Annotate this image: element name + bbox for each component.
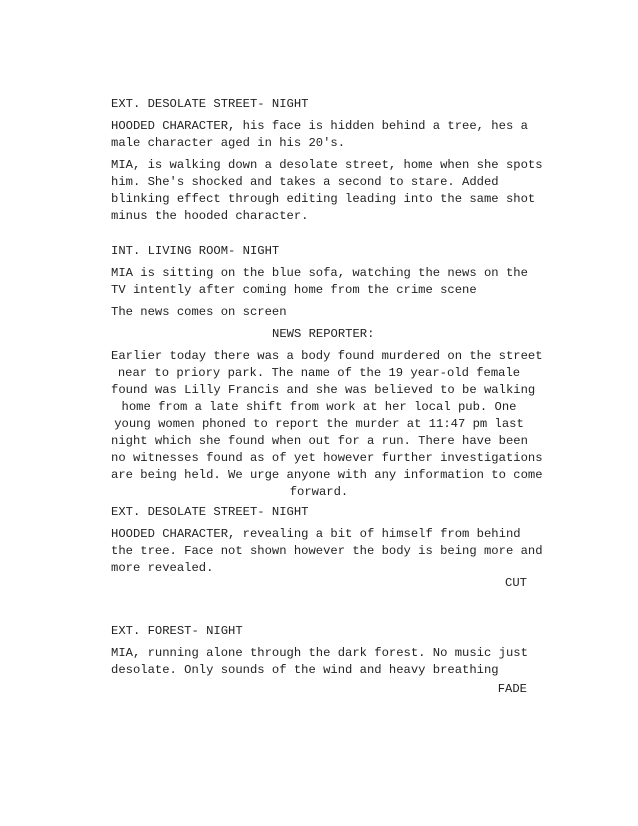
dialogue-line: found was Lilly Francis and she was believed to be walking [111, 383, 536, 397]
action-line: more revealed. [111, 561, 214, 575]
action-line: blinking effect through editing leading into the same shot [111, 192, 536, 206]
dialogue-line: near to priory park. The name of the 19 year-old female [117, 366, 521, 380]
action-line: TV intently after coming home from the crime scene [111, 283, 477, 297]
dialogue-line: night which she found when out for a run. There have been [111, 434, 528, 448]
dialogue-line: home from a late shift from work at her local pub. One [121, 400, 517, 414]
transition: FADE [497, 682, 527, 696]
transition: CUT [505, 576, 527, 590]
action-line: desolate. Only sounds of the wind and heavy breathing [111, 663, 499, 677]
scene-heading: EXT. FOREST- NIGHT [111, 624, 243, 638]
action-line: The news comes on screen [111, 305, 287, 319]
scene-heading: EXT. DESOLATE STREET- NIGHT [111, 97, 309, 111]
action-line: him. She's shocked and takes a second to stare. Added [111, 175, 499, 189]
dialogue-line: no witnesses found as of yet however further investigations [111, 451, 543, 465]
dialogue-line: Earlier today there was a body found murdered on the street [111, 349, 543, 363]
action-line: HOODED CHARACTER, his face is hidden behind a tree, hes a [111, 119, 528, 133]
action-line: MIA, running alone through the dark forest. No music just [111, 646, 528, 660]
action-line: HOODED CHARACTER, revealing a bit of himself from behind [111, 527, 521, 541]
dialogue-line: are being held. We urge anyone with any information to come [111, 468, 543, 482]
action-line: minus the hooded character. [111, 209, 309, 223]
dialogue-line: forward. [289, 485, 349, 499]
action-line: MIA is sitting on the blue sofa, watching the news on the [111, 266, 528, 280]
action-line: male character aged in his 20's. [111, 136, 346, 150]
character-name: NEWS REPORTER: [272, 327, 375, 341]
dialogue-line: young women phoned to report the murder at 11:47 pm last [114, 417, 524, 431]
action-line: MIA, is walking down a desolate street, home when she spots [111, 158, 543, 172]
action-line: the tree. Face not shown however the body is being more and [111, 544, 543, 558]
scene-heading: INT. LIVING ROOM- NIGHT [111, 244, 280, 258]
scene-heading: EXT. DESOLATE STREET- NIGHT [111, 505, 309, 519]
